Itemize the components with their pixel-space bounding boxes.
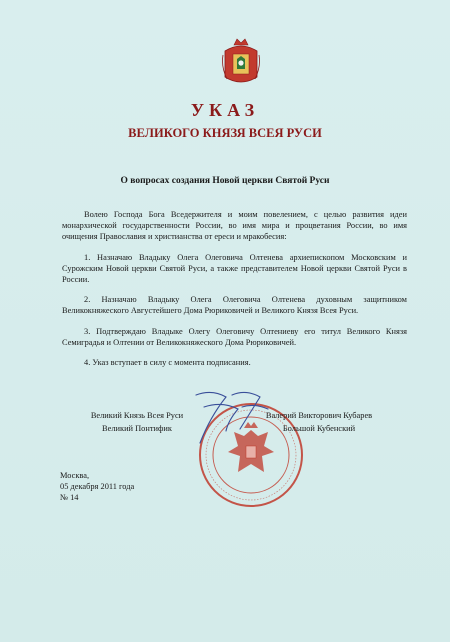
signatory-right-name: Валерий Викторович Кубарев — [265, 411, 373, 420]
signatory-left-title: Великий Князь Всея Руси — [90, 411, 184, 420]
decree-heading: О вопросах создания Новой церкви Святой Руси — [120, 176, 330, 186]
clause-paragraph: 4. Указ вступает в силу с момента подписания. — [84, 358, 251, 367]
signatory-right-title: Большой Кубенский — [282, 424, 356, 433]
clause-paragraph: 1. Назначаю Владыку Олега Олеговича Олтенева архиепископом Московским и Сурожским Новой церкви Святой Руси, а также представителем Новой церкви Святой Руси в России. — [62, 252, 407, 284]
decree-subtitle: ВЕЛИКОГО КНЯЗЯ ВСЕЯ РУСИ — [128, 126, 322, 140]
place-date-block — [60, 470, 134, 503]
clause-paragraph: 2. Назначаю Владыку Олега Олеговича Олтенева духовным защитником Великокняжеского Августейшего Дома Рюриковичей и Великого Князя Всея Руси. — [62, 295, 407, 315]
decree-body — [62, 209, 407, 378]
preamble-paragraph: Волею Господа Бога Вседержителя и моим повелением, с целью развития идеи монархической государственности России, во имя мира и процветания России, во имя очищения Православия и христианства от ереси и мракобесия: — [62, 210, 407, 241]
signatory-right — [259, 409, 379, 435]
decree-number: № 14 — [60, 493, 79, 502]
decree-title: УКАЗ — [190, 100, 260, 120]
coat-of-arms-icon — [219, 37, 263, 87]
signatory-left — [82, 409, 192, 435]
city: Москва, — [60, 471, 90, 480]
date: 05 декабря 2011 года — [60, 482, 135, 491]
signatory-left-subtitle: Великий Понтифик — [102, 424, 172, 433]
clause-paragraph: 3. Подтверждаю Владыке Олегу Олеговичу Олтениеву его титул Великого Князя Семиградья и Олтении от Великокняжеского Дома Рюриковичей. — [62, 326, 407, 347]
